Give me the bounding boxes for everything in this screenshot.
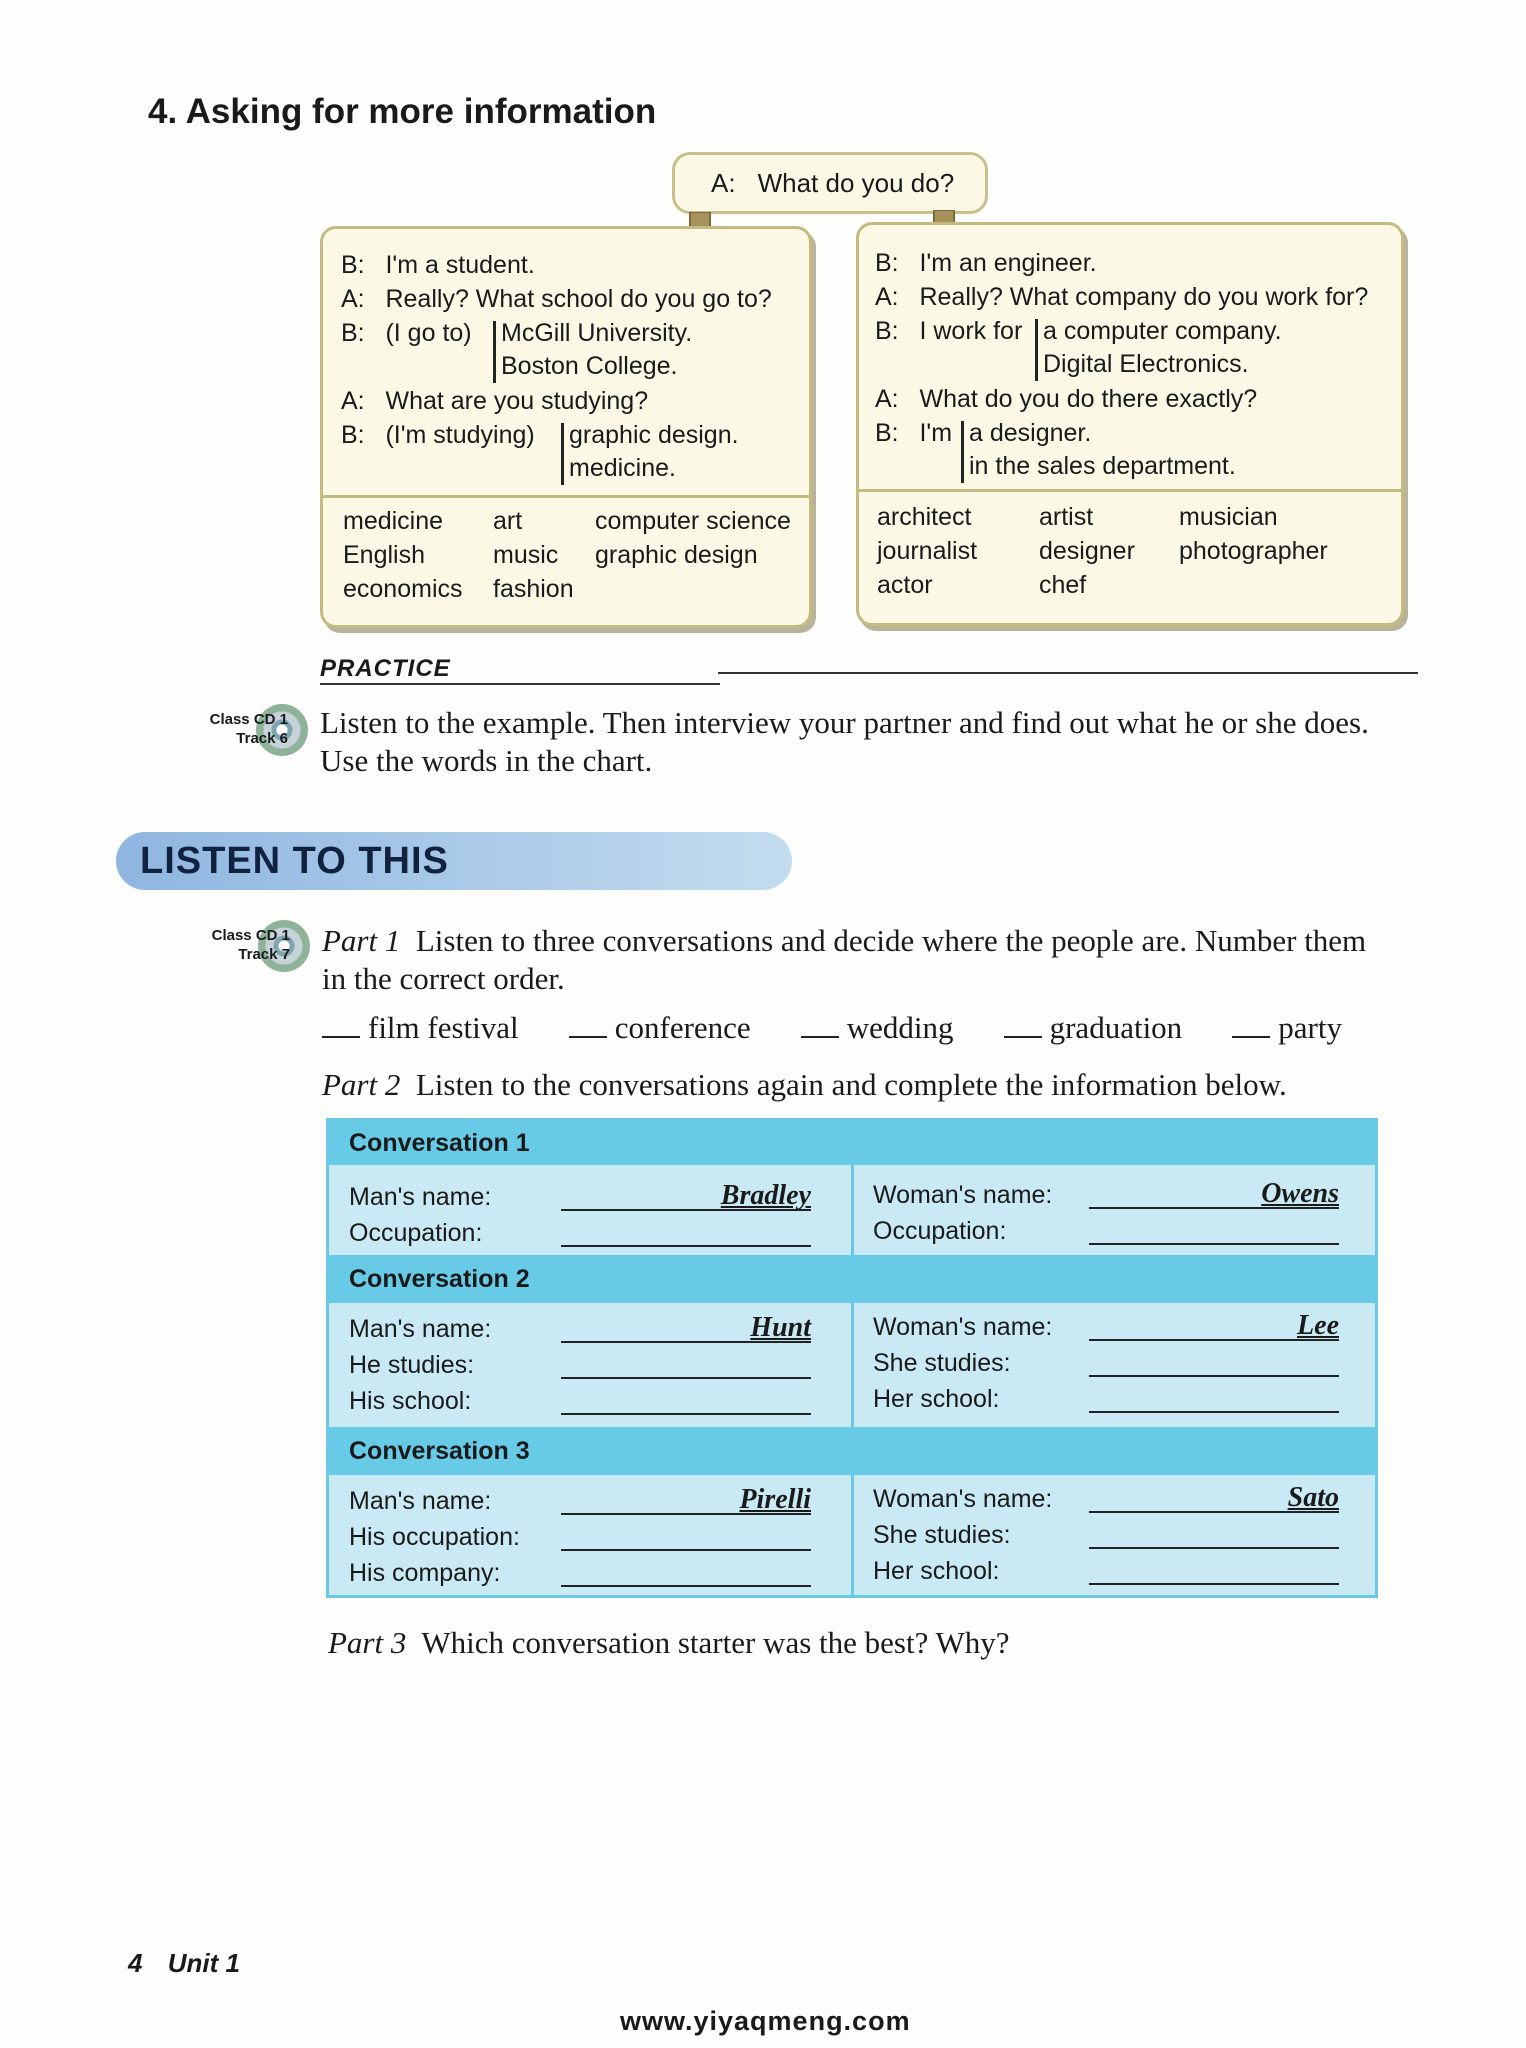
answer-field[interactable] [561,1217,811,1247]
student-dialogue-box [320,226,812,628]
location-options [322,1010,1342,1046]
part1-instructions: Part 1 Listen to three conversations and decide where the people are. Number them in the correct order. [322,923,1367,996]
option-bar [961,421,964,483]
conversation-table [326,1118,1378,1598]
cd-track-badge: Class CD 1 Track 7 [198,920,310,972]
vocab-word: economics [343,575,463,603]
vocab-word: journalist [877,537,978,565]
option-bar [1035,319,1038,381]
dialogue-line: B: (I'm studying) [341,421,535,449]
field-label: Occupation: [873,1217,1007,1245]
conversation-heading: Conversation 3 [329,1427,1375,1475]
conversation-heading: Conversation 1 [329,1121,1375,1165]
field-label: Woman's name: [873,1485,1053,1513]
dialogue-line: A: Really? What company do you work for? [875,283,1369,311]
part2-instructions: Part 2 Listen to the conversations again and complete the information below. [322,1067,1287,1102]
vocab-word: photographer [1179,537,1328,565]
vocab-word: art [493,507,523,535]
dialogue-line: A: What do you do there exactly? [875,385,1258,413]
field-label: Her school: [873,1385,1000,1413]
field-label: His company: [349,1559,501,1587]
vocab-word: chef [1039,571,1087,599]
option-text: in the sales department. [969,452,1236,480]
field-label: Her school: [873,1557,1000,1585]
option-bar [561,423,564,485]
option-text: graphic design. [569,421,739,449]
dialogue-line: A: Really? What school do you go to? [341,285,772,313]
vocab-word: musician [1179,503,1278,531]
option-item[interactable]: graduation [1004,1010,1183,1046]
cd-track-badge: Class CD 1 Track 6 [196,704,308,756]
vocab-word: English [343,541,425,569]
vocab-word: graphic design [595,541,758,569]
option-text: Digital Electronics. [1043,350,1249,378]
answer-field[interactable]: Pirelli [561,1485,811,1515]
field-label: She studies: [873,1521,1011,1549]
answer-field[interactable]: Sato [1089,1483,1339,1513]
option-text: a computer company. [1043,317,1282,345]
practice-instructions: Listen to the example. Then interview your partner and find out what he or she does. Use the words in the chart. [320,705,1369,778]
field-label: His school: [349,1387,472,1415]
option-item[interactable]: film festival [322,1010,519,1046]
practice-rule [718,672,1418,674]
vocab-word: artist [1039,503,1094,531]
speaker-label: A: [711,167,736,198]
box-divider [323,495,809,498]
dialogue-line: B: I'm a student. [341,251,535,279]
option-text: medicine. [569,454,676,482]
option-bar [493,321,496,383]
answer-field[interactable] [561,1349,811,1379]
page-number: 4 [128,1948,143,1978]
answer-field[interactable]: Bradley [561,1181,811,1211]
watermark-url: www.yiyaqmeng.com [620,2006,911,2036]
section-title-text: Asking for more information [185,92,657,131]
field-label: Woman's name: [873,1313,1053,1341]
dialogue-line: A: What are you studying? [341,387,649,415]
option-text: McGill University. [501,319,693,347]
vocab-word: fashion [493,575,574,603]
option-text: Boston College. [501,352,678,380]
part3-question: Part 3 Which conversation starter was the best? Why? [328,1625,1010,1660]
field-label: Man's name: [349,1315,492,1343]
dialogue-line: B: (I go to) [341,319,472,347]
field-label: His occupation: [349,1523,520,1551]
answer-field[interactable] [1089,1215,1339,1245]
vocab-word: medicine [343,507,444,535]
option-item[interactable]: party [1232,1010,1342,1046]
dialogue-line: B: I'm [875,419,953,447]
answer-field[interactable] [561,1557,811,1587]
vocab-word: architect [877,503,972,531]
vocab-word: computer science [595,507,791,535]
listen-banner-title: LISTEN TO THIS [140,840,449,882]
page-footer [128,1948,240,1979]
field-label: She studies: [873,1349,1011,1377]
practice-heading: PRACTICE [320,655,451,682]
field-label: Man's name: [349,1487,492,1515]
question-bubble [672,152,988,214]
answer-field[interactable]: Hunt [561,1313,811,1343]
option-item[interactable]: wedding [801,1010,954,1046]
answer-field[interactable] [1089,1555,1339,1585]
field-label: Woman's name: [873,1181,1053,1209]
vocab-word: designer [1039,537,1135,565]
dialogue-line: B: I'm an engineer. [875,249,1097,277]
worker-dialogue-box [856,222,1404,626]
answer-field[interactable] [561,1521,811,1551]
conversation-heading: Conversation 2 [329,1255,1375,1303]
option-item[interactable]: conference [569,1010,751,1046]
box-divider [859,489,1401,492]
unit-label: Unit 1 [167,1948,240,1978]
section-title [148,92,656,132]
answer-field[interactable] [1089,1519,1339,1549]
field-label: Occupation: [349,1219,483,1247]
dialogue-line: B: I work for [875,317,1023,345]
question-text: What do you do? [757,167,955,198]
field-label: Man's name: [349,1183,492,1211]
answer-field[interactable] [561,1385,811,1415]
section-number: 4. [148,92,178,131]
field-label: He studies: [349,1351,475,1379]
answer-field[interactable] [1089,1383,1339,1413]
practice-rule [320,683,720,685]
answer-field[interactable]: Owens [1089,1179,1339,1209]
vocab-word: music [493,541,559,569]
answer-field[interactable]: Lee [1089,1311,1339,1341]
option-text: a designer. [969,419,1092,447]
answer-field[interactable] [1089,1347,1339,1377]
vocab-word: actor [877,571,933,599]
